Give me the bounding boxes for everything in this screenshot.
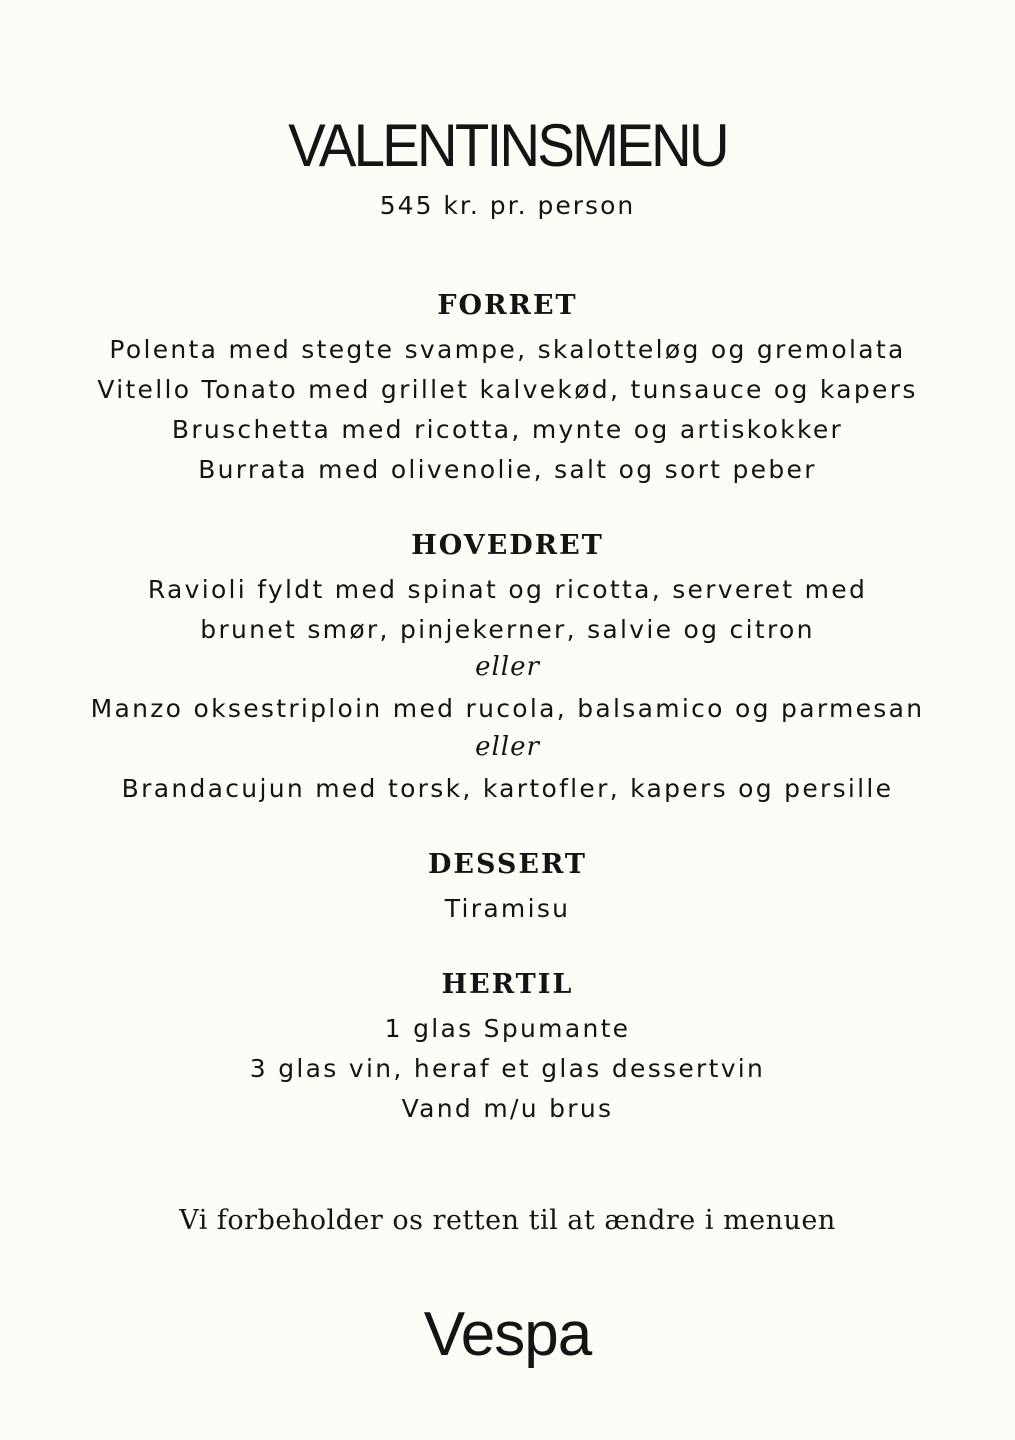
forret-item: Burrata med olivenolie, salt og sort peber bbox=[198, 455, 817, 484]
forret-item: Vitello Tonato med grillet kalvekød, tunsauce og kapers bbox=[97, 375, 918, 404]
section-heading-hovedret: HOVEDRET bbox=[411, 530, 604, 561]
section-heading-hertil: HERTIL bbox=[441, 969, 574, 1000]
menu-title: VALENTINSMENU bbox=[288, 112, 727, 179]
hertil-item: 3 glas vin, heraf et glas dessertvin bbox=[249, 1054, 766, 1083]
section-heading-forret: FORRET bbox=[437, 290, 578, 321]
hertil-item: Vand m/u brus bbox=[401, 1094, 614, 1123]
dessert-item: Tiramisu bbox=[444, 894, 571, 923]
hovedret-item: brunet smør, pinjekerner, salvie og citron bbox=[200, 615, 815, 644]
hovedret-item: Ravioli fyldt med spinat og ricotta, serveret med bbox=[147, 575, 868, 604]
alternative-separator: eller bbox=[475, 652, 540, 682]
price-per-person: 545 kr. pr. person bbox=[379, 191, 636, 220]
hovedret-item: Brandacujun med torsk, kartofler, kapers og persille bbox=[121, 774, 894, 803]
forret-item: Bruschetta med ricotta, mynte og artiskokker bbox=[171, 415, 844, 444]
hovedret-item: Manzo oksestriploin med rucola, balsamico og parmesan bbox=[90, 694, 925, 723]
forret-item: Polenta med stegte svampe, skalotteløg og gremolata bbox=[109, 335, 906, 364]
disclaimer-text: Vi forbeholder os retten til at ændre i menuen bbox=[179, 1205, 836, 1236]
hertil-item: 1 glas Spumante bbox=[384, 1014, 631, 1043]
vespa-logo: Vespa bbox=[423, 1300, 592, 1369]
alternative-separator: eller bbox=[475, 732, 540, 762]
section-heading-dessert: DESSERT bbox=[427, 849, 588, 880]
